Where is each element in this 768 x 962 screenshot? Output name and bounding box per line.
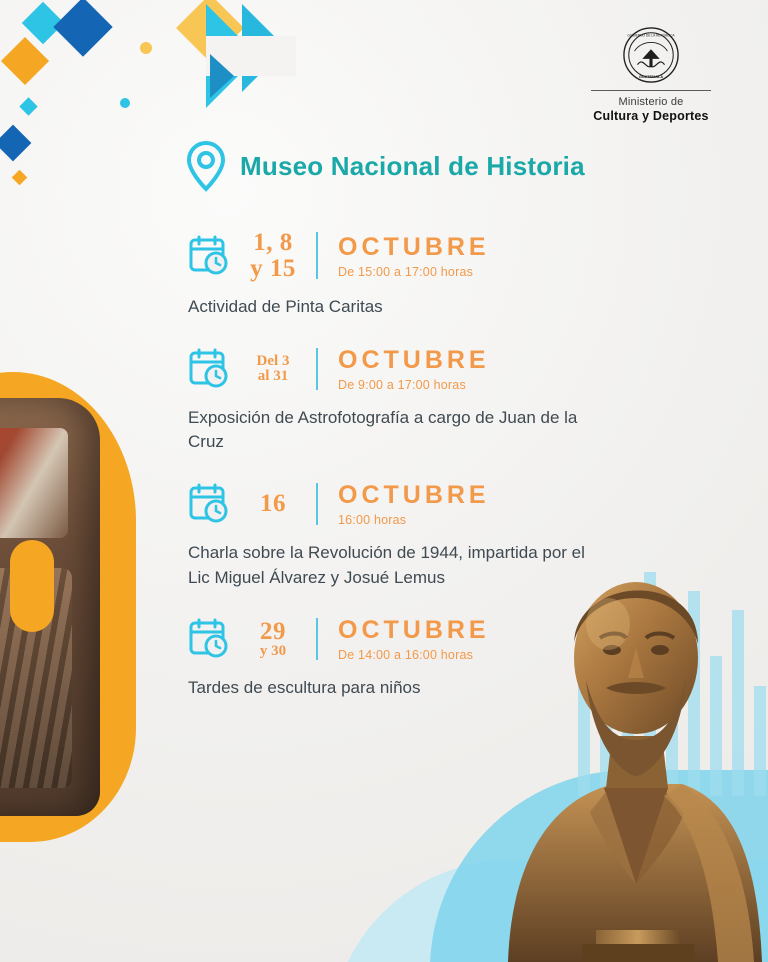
event-day [246, 230, 300, 281]
event-day-line2: y 30 [259, 643, 287, 660]
event-item [188, 346, 608, 455]
event-day-line1: 1, 8 [253, 229, 293, 256]
event-divider [316, 618, 318, 660]
event-divider [316, 483, 318, 525]
event-description: Exposición de Astrofotografía a cargo de Juan de la Cruz [188, 407, 578, 452]
event-hours: De 14:00 a 16:00 horas [338, 648, 474, 663]
event-day-line1: 29 [260, 617, 286, 645]
event-day-line2: al 31 [257, 368, 289, 385]
event-divider [316, 232, 318, 279]
decor-diamond-blue [53, 0, 112, 57]
event-day-line2: y 15 [250, 254, 296, 282]
ministry-logo [576, 26, 726, 123]
decor-artifact-cutout [10, 540, 54, 632]
event-divider [316, 348, 318, 390]
svg-text:GUATEMALA: GUATEMALA [638, 75, 664, 80]
event-hours: 16:00 horas [338, 512, 407, 527]
event-month-block [334, 481, 490, 527]
decor-diamond-blue-dark [0, 125, 31, 162]
event-hours: De 15:00 a 17:00 horas [338, 264, 474, 279]
svg-text:GOBIERNO DE LA REPÚBLICA: GOBIERNO DE LA REPÚBLICA [627, 33, 675, 38]
map-pin-icon [186, 140, 226, 192]
event-day-line1: 16 [260, 490, 286, 518]
event-description: Actividad de Pinta Caritas [188, 297, 383, 316]
decor-diamond-orange-small [12, 170, 28, 186]
calendar-clock-icon [188, 234, 232, 278]
logo-ministry-line1: Ministerio de [618, 96, 684, 108]
logo-divider [591, 90, 711, 91]
event-month-block [334, 233, 490, 279]
event-header [188, 230, 608, 281]
event-hours: De 9:00 a 17:00 horas [338, 377, 466, 392]
event-header [188, 346, 608, 392]
decor-dot-cyan [120, 98, 130, 108]
decor-diamond-cyan-small [19, 97, 37, 115]
calendar-clock-icon [188, 347, 232, 391]
event-description: Tardes de escultura para niños [188, 678, 421, 698]
event-item [188, 481, 608, 590]
events-list [188, 230, 608, 727]
event-item [188, 616, 608, 701]
decor-chevron-blue [210, 54, 234, 98]
government-seal-icon [622, 26, 680, 84]
event-description: Charla sobre la Revolución de 1944, impartida por el Lic Miguel Álvarez y Josué Lemus [188, 542, 585, 587]
page-title [186, 140, 585, 192]
logo-ministry-line2: Cultura y Deportes [593, 109, 709, 123]
calendar-clock-icon [188, 482, 232, 526]
event-item [188, 230, 608, 320]
event-month-block [334, 616, 490, 662]
event-month: OCTUBRE [338, 480, 490, 509]
page-title-text: Museo Nacional de Historia [240, 150, 585, 181]
calendar-clock-icon [188, 617, 232, 661]
event-day [246, 619, 300, 660]
event-header [188, 616, 608, 662]
event-day [246, 491, 300, 517]
event-month: OCTUBRE [338, 616, 490, 645]
event-header [188, 481, 608, 527]
event-month: OCTUBRE [338, 232, 490, 261]
event-month: OCTUBRE [338, 345, 490, 374]
decor-diamond-orange [1, 37, 49, 85]
event-day-line1: Del 3 [256, 352, 290, 369]
decor-dot-orange [140, 42, 152, 54]
event-day [246, 353, 300, 385]
event-month-block [334, 346, 490, 392]
